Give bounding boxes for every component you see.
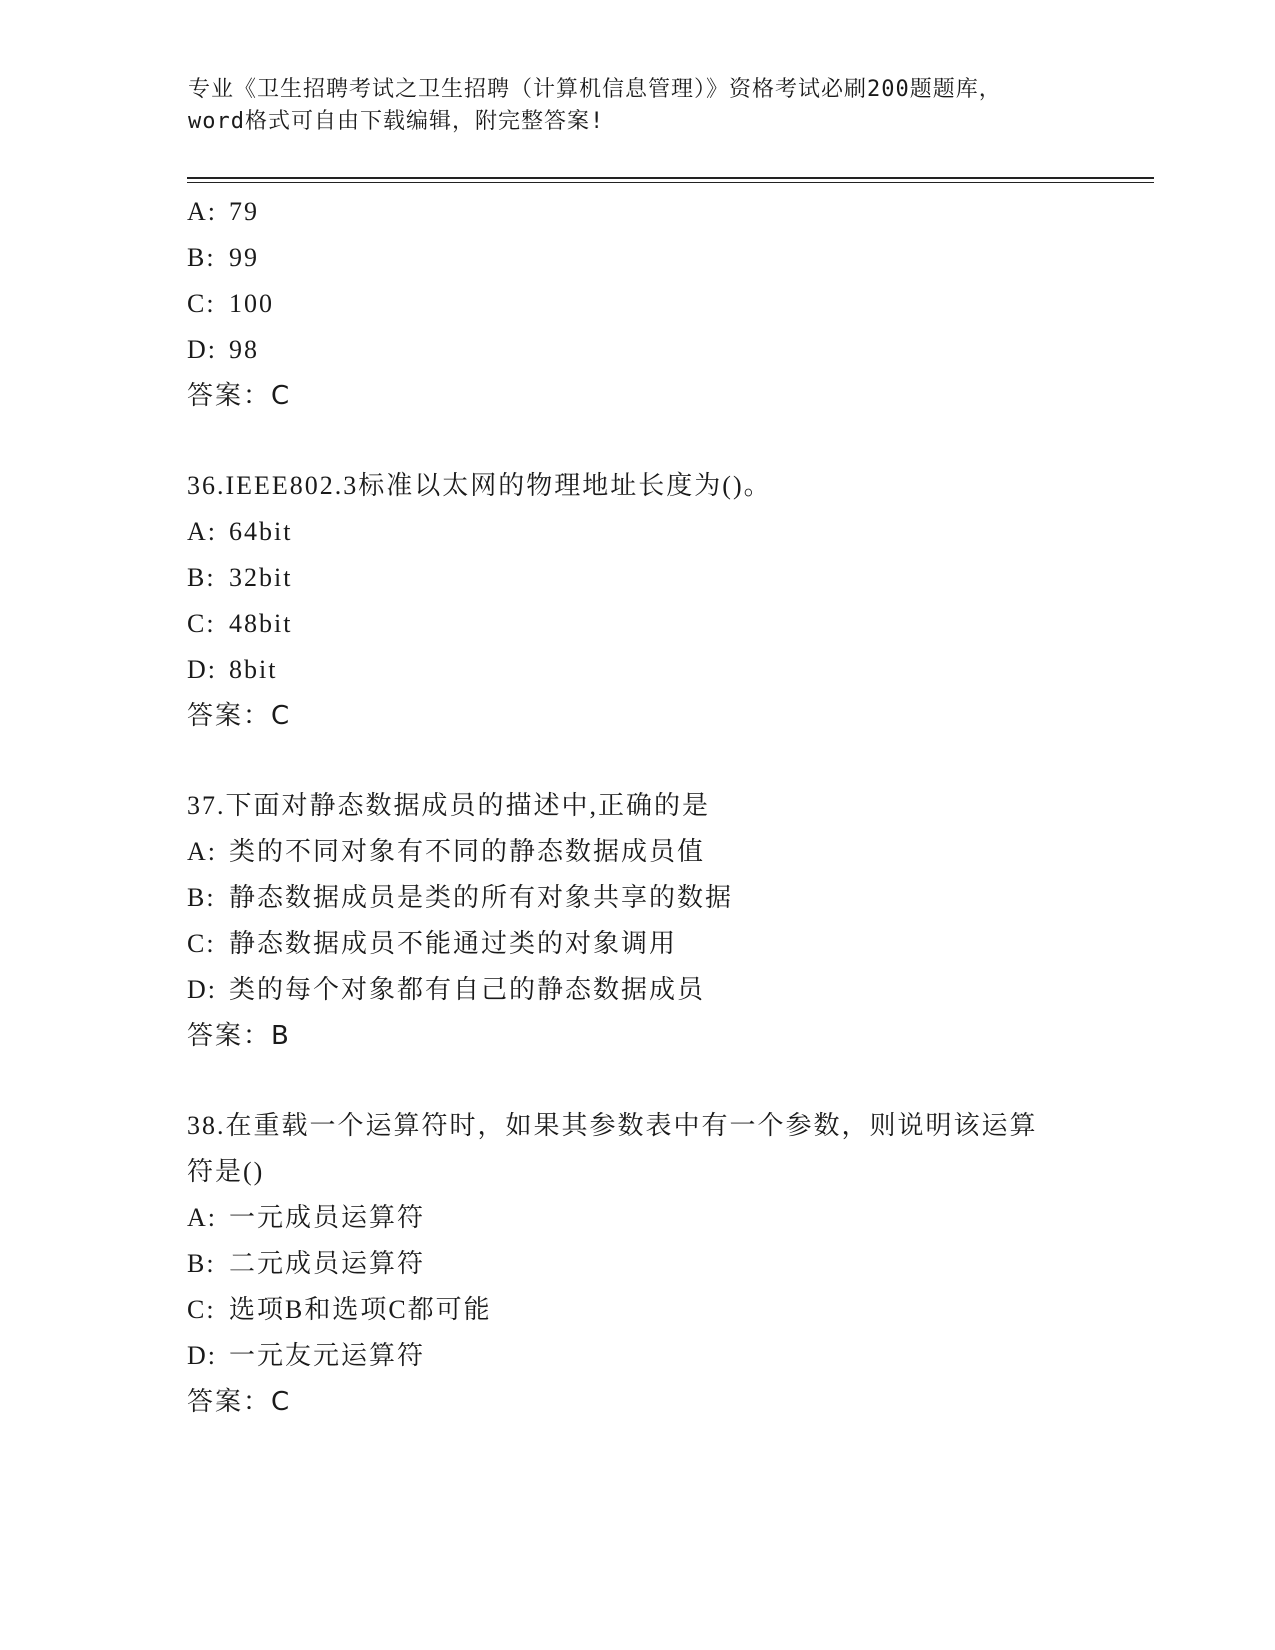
option-b [187, 875, 1087, 921]
option-a [187, 189, 1087, 235]
option-text: 一元友元运算符 [229, 1341, 426, 1370]
option-label: B: [187, 243, 216, 272]
question-block-37 [187, 783, 1087, 1059]
option-label: C: [187, 1295, 216, 1324]
question-block-36 [187, 463, 1087, 739]
option-text: 99 [229, 243, 259, 272]
option-label: B: [187, 883, 216, 912]
option-c [187, 1287, 1087, 1333]
option-text: 79 [229, 197, 259, 226]
answer-line: 答案：C [187, 701, 292, 731]
option-a [187, 829, 1087, 875]
option-label: C: [187, 929, 216, 958]
option-text: 32bit [229, 563, 293, 592]
header-line-1: 专业《卫生招聘考试之卫生招聘（计算机信息管理）》资格考试必刷200题题库， [188, 77, 1002, 102]
question-block-prev [187, 189, 1087, 419]
option-d [187, 647, 1087, 693]
answer-line: 答案：C [187, 381, 292, 411]
option-label: C: [187, 609, 216, 638]
option-a [187, 509, 1087, 555]
option-text: 64bit [229, 517, 293, 546]
question-title-line-2: 符是() [187, 1157, 265, 1186]
option-text: 静态数据成员不能通过类的对象调用 [229, 929, 678, 958]
option-c [187, 601, 1087, 647]
option-label: C: [187, 289, 216, 318]
option-b [187, 555, 1087, 601]
option-d [187, 1333, 1087, 1379]
option-text: 二元成员运算符 [229, 1249, 426, 1278]
option-a [187, 1195, 1087, 1241]
option-text: 8bit [229, 655, 278, 684]
document-header [188, 74, 1088, 138]
answer-line: 答案：C [187, 1387, 292, 1417]
option-label: B: [187, 563, 216, 592]
option-b [187, 235, 1087, 281]
option-text: 一元成员运算符 [229, 1203, 426, 1232]
answer-line: 答案：B [187, 1021, 291, 1051]
option-b [187, 1241, 1087, 1287]
option-c [187, 921, 1087, 967]
option-label: D: [187, 1341, 217, 1370]
question-list [187, 189, 1087, 1425]
question-title: 36.IEEE802.3标准以太网的物理地址长度为()。 [187, 471, 772, 500]
option-d [187, 327, 1087, 373]
option-label: D: [187, 335, 217, 364]
option-text: 类的每个对象都有自己的静态数据成员 [229, 975, 706, 1004]
header-divider-thin [187, 182, 1154, 183]
option-text: 静态数据成员是类的所有对象共享的数据 [229, 883, 734, 912]
option-label: D: [187, 655, 217, 684]
option-label: A: [187, 197, 217, 226]
option-d [187, 967, 1087, 1013]
option-c [187, 281, 1087, 327]
option-label: A: [187, 1203, 217, 1232]
option-text: 98 [229, 335, 259, 364]
option-label: D: [187, 975, 217, 1004]
question-title-line-1: 38.在重载一个运算符时，如果其参数表中有一个参数，则说明该运算 [187, 1111, 1038, 1140]
header-divider-thick [187, 177, 1154, 179]
option-label: B: [187, 1249, 216, 1278]
option-text: 48bit [229, 609, 293, 638]
option-text: 100 [229, 289, 274, 318]
question-title: 37.下面对静态数据成员的描述中,正确的是 [187, 791, 711, 820]
question-block-38 [187, 1103, 1087, 1425]
option-text: 选项B和选项C都可能 [229, 1295, 492, 1324]
option-label: A: [187, 517, 217, 546]
option-text: 类的不同对象有不同的静态数据成员值 [229, 837, 706, 866]
header-line-2: word格式可自由下载编辑，附完整答案! [188, 109, 605, 134]
option-label: A: [187, 837, 217, 866]
